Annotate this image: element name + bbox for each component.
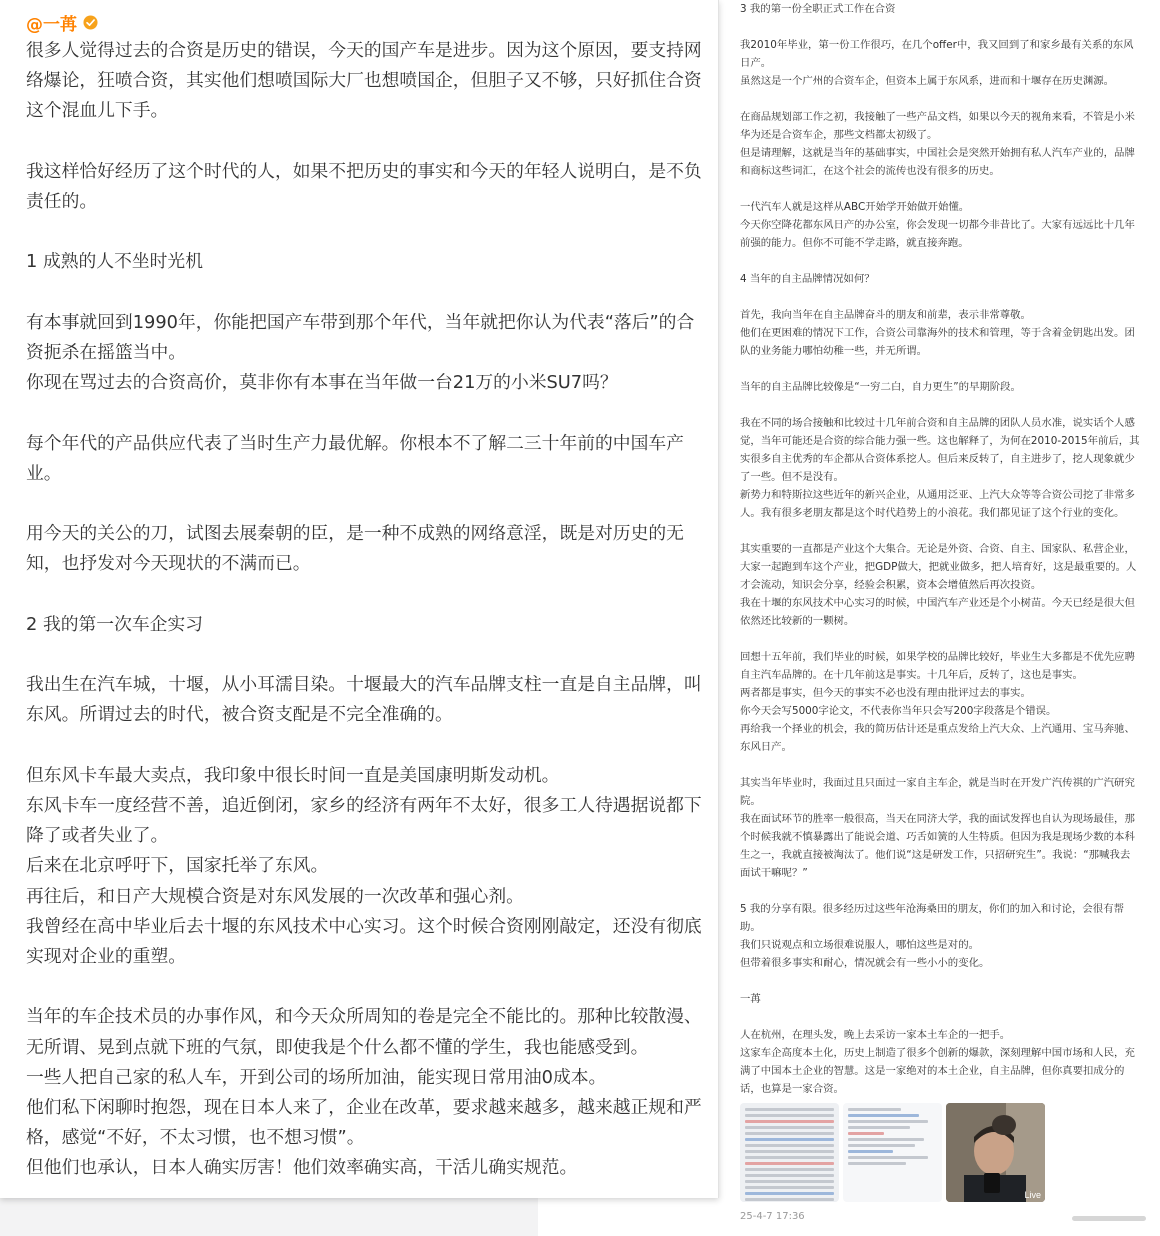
- paragraph: 一代汽车人就是这样从ABC开始学开始做开始懂。: [740, 201, 970, 213]
- thumbnail-chat[interactable]: [843, 1103, 942, 1202]
- paragraph: 我出生在汽车城，十堰，从小耳濡目染。十堰最大的汽车品牌支柱一直是自主品牌，叫东风。所谓过去的时代，被合资支配是不完全准确的。: [26, 674, 702, 726]
- paragraph-gap: [740, 288, 1140, 306]
- paragraph-gap: [740, 756, 1140, 774]
- paragraph: 有本事就回到1990年，你能把国产车带到那个年代，当年就把你认为代表“落后”的合资扼杀在摇篮当中。: [26, 311, 695, 363]
- left-post-body: [26, 36, 702, 1184]
- paragraph: 其实当年毕业时，我面过且只面过一家自主车企，就是当时在开发广汽传祺的广汽研究院。: [740, 777, 1135, 807]
- paragraph: 今天你空降花都东风日产的办公室，你会发现一切都今非昔比了。大家有远远比十几年前强的能力。但你不可能不学走路，就直接奔跑。: [740, 219, 1135, 249]
- paragraph-gap: [26, 580, 702, 610]
- paragraph-gap: [26, 489, 702, 519]
- paragraph: 再往后，和日产大规模合资是对东风发展的一次改革和强心剂。: [26, 885, 524, 907]
- paragraph: 你现在骂过去的合资高价，莫非你有本事在当年做一台21万的小米SU7吗？: [26, 372, 618, 394]
- paragraph-gap: [740, 522, 1140, 540]
- paragraph: 3 我的第一份全职正式工作在合资: [740, 3, 896, 15]
- right-post-body: [740, 0, 1140, 1098]
- paragraph: 其实重要的一直都是产业这个大集合。无论是外资、合资、自主、国家队、私营企业，大家一起跑到车这个产业，把GDP做大，把就业做多，把人培育好，这是最重要的。人才会流动，知识会分享，经验会积累，资本会增值然后再次投资。: [740, 543, 1137, 591]
- paragraph: 我在不同的场合接触和比较过十几年前合资和自主品牌的团队人员水准，说实话个人感觉，当年可能还是合资的综合能力强一些。这也解释了，为何在2010-2015年前后，其实很多自主优秀的车企都从合资体系挖人。但后来反转了，自主进步了，挖人现象就少了一些。但不是没有。: [740, 417, 1140, 483]
- paragraph-gap: [26, 278, 702, 308]
- paragraph-gap: [740, 252, 1140, 270]
- paragraph: 5 我的分享有限。很多经历过这些年沧海桑田的朋友，你们的加入和讨论，会很有帮助。: [740, 903, 1124, 933]
- paragraph-gap: [26, 217, 702, 247]
- paragraph: 当年的车企技术员的办事作风，和今天众所周知的卷是完全不能比的。那种比较散漫、无所谓、晃到点就下班的气氛，即使我是个什么都不懂的学生，我也能感受到。: [26, 1006, 702, 1058]
- paragraph: 但他们也承认，日本人确实厉害！他们效率确实高，干活儿确实规范。: [26, 1157, 578, 1179]
- paragraph: 你今天会写5000字论文，不代表你当年只会写200字段落是个错误。: [740, 705, 1057, 717]
- thumbnail-article[interactable]: [740, 1103, 839, 1202]
- paragraph: 每个年代的产品供应代表了当时生产力最优解。你根本不了解二三十年前的中国车产业。: [26, 432, 684, 484]
- verified-badge-icon: [83, 15, 98, 30]
- paragraph: 一些人把自己家的私人车，开到公司的场所加油，能实现日常用油0成本。: [26, 1066, 607, 1088]
- paragraph: 用今天的关公的刀，试图去展秦朝的臣，是一种不成熟的网络意淫，既是对历史的无知，也抒发对今天现状的不满而已。: [26, 523, 684, 575]
- paragraph-gap: [740, 18, 1140, 36]
- paragraph: 我这样恰好经历了这个时代的人，如果不把历史的事实和今天的年轻人说明白，是不负责任的。: [26, 160, 702, 212]
- paragraph: 2 我的第一次车企实习: [26, 613, 203, 635]
- paragraph: 再给我一个择业的机会，我的简历估计还是重点发给上汽大众、上汽通用、宝马奔驰、东风日产。: [740, 723, 1135, 753]
- paragraph: 东风卡车一度经营不善，追近倒闭，家乡的经济有两年不太好，很多工人待遇据说都下降了或者失业了。: [26, 794, 702, 847]
- paragraph-gap: [740, 630, 1140, 648]
- paragraph-gap: [740, 360, 1140, 378]
- paragraph-gap: [740, 396, 1140, 414]
- paragraph: 但东风卡车最大卖点，我印象中很长时间一直是美国康明斯发动机。: [26, 764, 560, 786]
- paragraph: 我曾经在高中毕业后去十堰的东风技术中心实习。这个时候合资刚刚敲定，还没有彻底实现对企业的重塑。: [26, 915, 702, 967]
- paragraph: 在商品规划部工作之初，我接触了一些产品文档，如果以今天的视角来看，不管是小米华为还是合资车企，那些文档都太初级了。: [740, 111, 1135, 141]
- paragraph: 我在十堰的东风技术中心实习的时候，中国汽车产业还是个小树苗。今天已经是很大但依然还比较新的一颗树。: [740, 597, 1135, 627]
- paragraph-gap: [26, 731, 702, 761]
- paragraph-gap: [740, 90, 1140, 108]
- paragraph-gap: [740, 882, 1140, 900]
- bottom-strip: [538, 1198, 676, 1236]
- paragraph-gap: [740, 972, 1140, 990]
- paragraph: 但是请理解，这就是当年的基础事实，中国社会是突然开始拥有私人汽车产业的，品牌和商标这些词汇，在这个社会的流传也没有很多的历史。: [740, 147, 1135, 177]
- paragraph-gap: [740, 1008, 1140, 1026]
- live-badge: Live: [1024, 1190, 1041, 1200]
- scrollbar[interactable]: [1072, 1216, 1146, 1221]
- paragraph-gap: [26, 972, 702, 1002]
- paragraph: 我在面试环节的胜率一般很高，当天在同济大学，我的面试发挥也自认为现场最佳，那个时候我就不慎暴露出了能说会道、巧舌如簧的人生特质。但因为我是现场少数的本科生之一，我就直接被淘汰了。他们说“这是研发工作，只招研究生”。我说：“那喊我去面试干嘛呢？”: [740, 813, 1135, 879]
- author-name[interactable]: @一苒: [26, 14, 77, 35]
- paragraph: 他们私下闲聊时抱怨，现在日本人来了，企业在改革，要求越来越多，越来越正规和严格，感觉“不好，不太习惯，也不想习惯”。: [26, 1096, 702, 1149]
- paragraph: 一苒: [740, 993, 761, 1005]
- person-photo-icon: [946, 1103, 1045, 1202]
- paragraph: 我2010年毕业，第一份工作很巧，在几个offer中，我又回到了和家乡最有关系的东风日产。: [740, 39, 1134, 69]
- paragraph: 回想十五年前，我们毕业的时候，如果学校的品牌比较好，毕业生大多都是不优先应聘自主汽车品牌的。在十几年前这是事实。十几年后，反转了，这也是事实。: [740, 651, 1135, 681]
- image-gallery: [740, 1103, 1045, 1202]
- paragraph: 人在杭州，在理头发，晚上去采访一家本土车企的一把手。: [740, 1029, 1011, 1041]
- post-header: [26, 8, 98, 36]
- paragraph: 两者都是事实，但今天的事实不必也没有理由批评过去的事实。: [740, 687, 1031, 699]
- post-timestamp: 25-4-7 17:36: [740, 1211, 805, 1222]
- paragraph: 很多人觉得过去的合资是历史的错误，今天的国产车是进步。因为这个原因，要支持网络爆论，狂喷合资，其实他们想喷国际大厂也想喷国企，但胆子又不够，只好抓住合资这个混血儿下手。: [26, 40, 702, 122]
- thumbnail-selfie[interactable]: [946, 1103, 1045, 1202]
- paragraph: 4 当年的自主品牌情况如何？: [740, 273, 875, 285]
- paragraph: 这家车企高度本土化，历史上制造了很多个创新的爆款，深刻理解中国市场和人民，充满了中国本土企业的智慧。这是一家绝对的本土企业，自主品牌，但你真要扣成分的话，也算是一家合资。: [740, 1047, 1135, 1095]
- paragraph-gap: [26, 640, 702, 670]
- paragraph: 后来在北京呼吁下，国家托举了东风。: [26, 855, 329, 877]
- paragraph: 他们在更困难的情况下工作，合资公司靠海外的技术和管理，等于含着金钥匙出发。团队的业务能力哪怕幼稚一些，并无所谓。: [740, 327, 1135, 357]
- paragraph: 首先，我向当年在自主品牌奋斗的朋友和前辈，表示非常尊敬。: [740, 309, 1031, 321]
- paragraph-gap: [26, 398, 702, 428]
- paragraph: 但带着很多事实和耐心，情况就会有一些小小的变化。: [740, 957, 990, 969]
- paragraph: 1 成熟的人不坐时光机: [26, 251, 203, 273]
- paragraph: 当年的自主品牌比较像是“一穷二白，自力更生”的早期阶段。: [740, 381, 1021, 393]
- paragraph-gap: [740, 180, 1140, 198]
- paragraph: 虽然这是一个广州的合资车企，但资本上属于东风系，进而和十堰存在历史渊源。: [740, 75, 1115, 87]
- paragraph: 我们只说观点和立场很难说服人，哪怕这些是对的。: [740, 939, 979, 951]
- paragraph-gap: [26, 127, 702, 157]
- paragraph: 新势力和特斯拉这些近年的新兴企业，从通用泛亚、上汽大众等等合资公司挖了非常多人。我有很多老朋友都是这个时代趋势上的小浪花。我们都见证了这个行业的变化。: [740, 489, 1135, 519]
